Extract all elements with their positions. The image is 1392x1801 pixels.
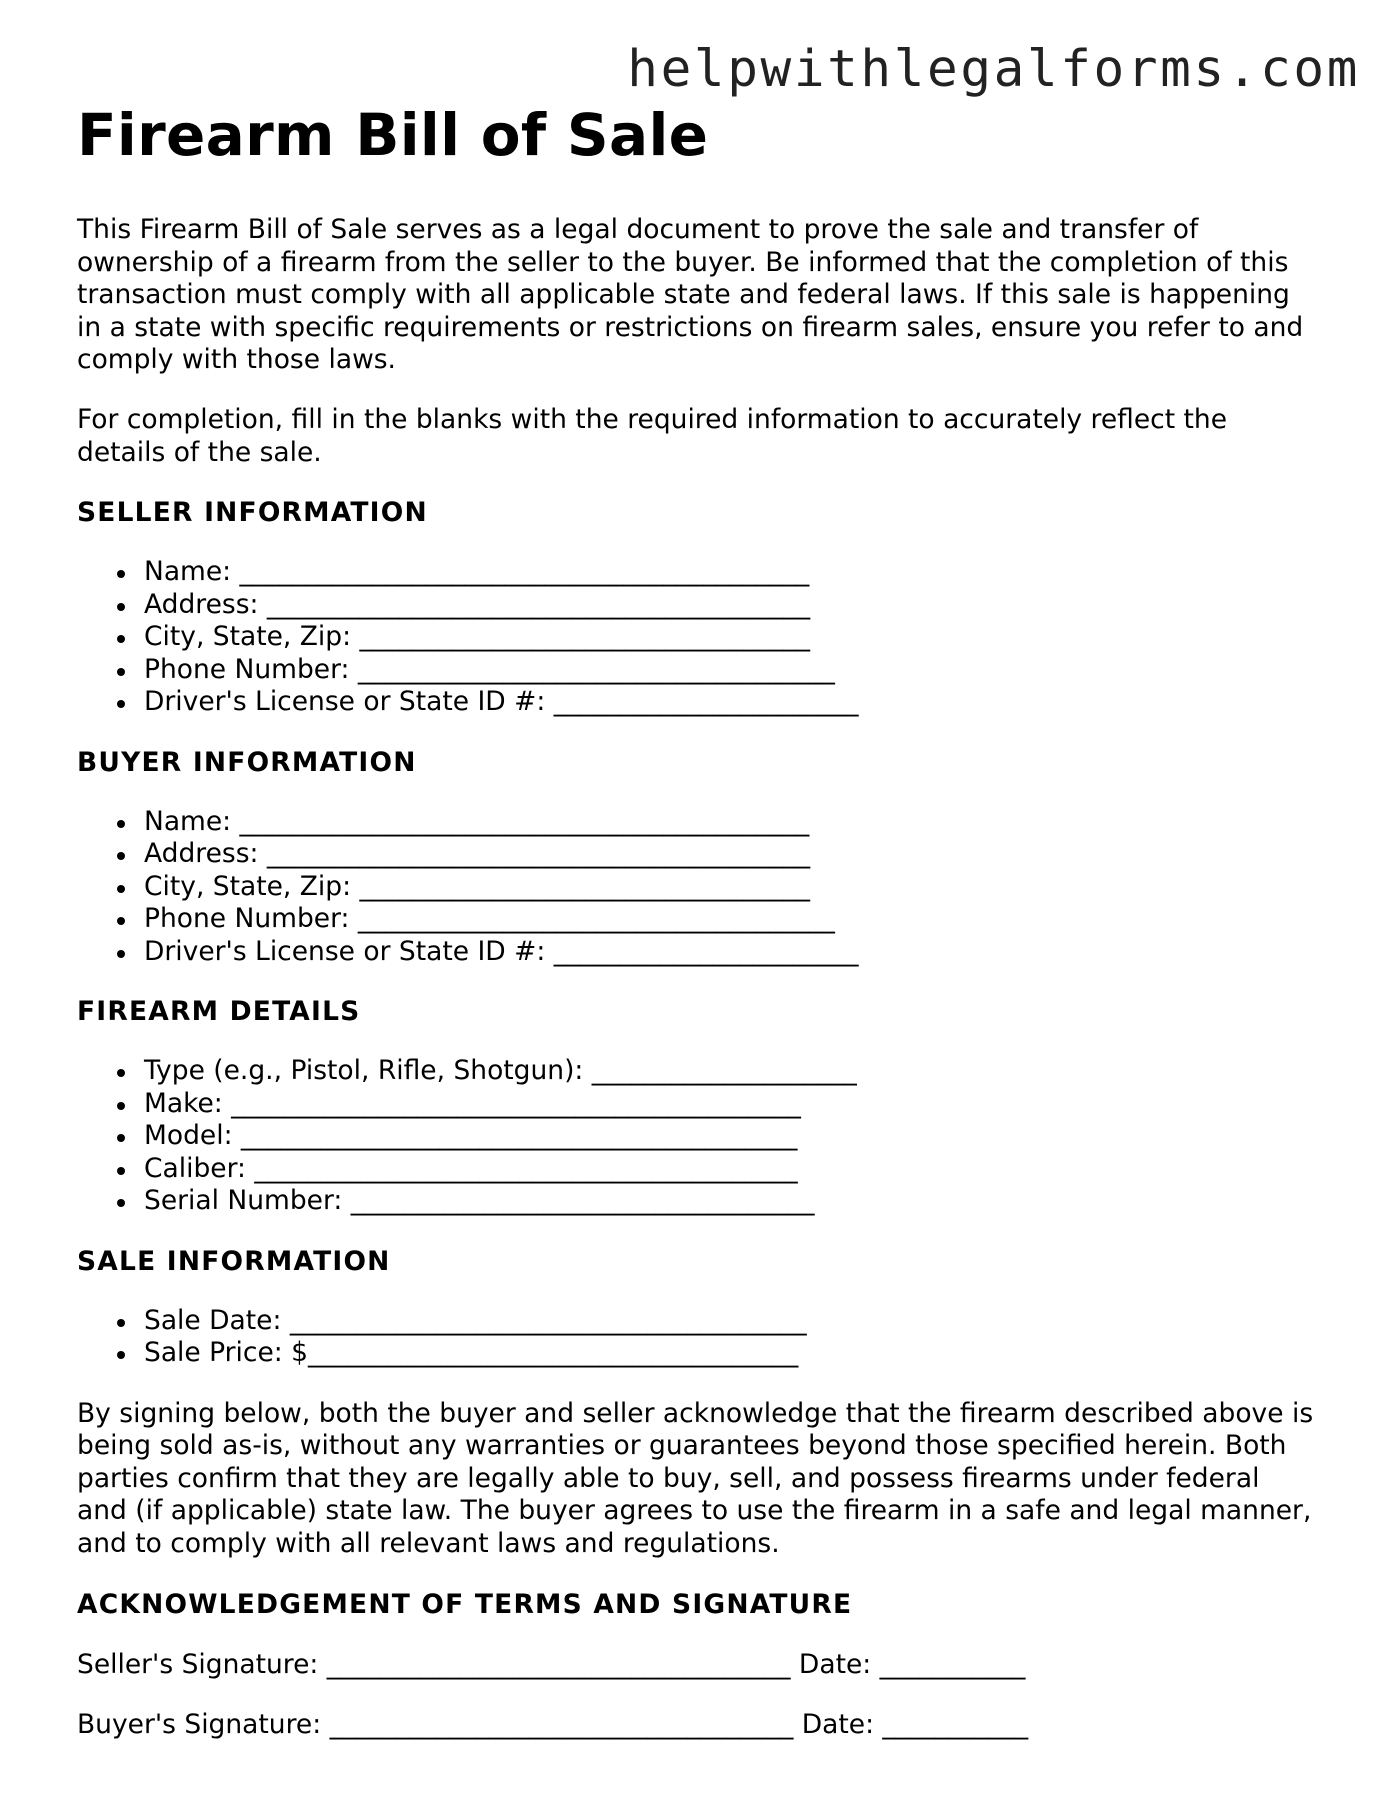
instructions-paragraph: For completion, fill in the blanks with the required information to accurately reflect the details of the sale. — [77, 403, 1228, 468]
seller-signature-line[interactable]: Seller's Signature: ___________________________________ Date: ___________ — [77, 1648, 1026, 1680]
firearm-heading: FIREARM DETAILS — [77, 996, 361, 1028]
buyer-heading: BUYER INFORMATION — [77, 746, 417, 778]
document-title: Firearm Bill of Sale — [77, 101, 709, 169]
firearm-model-field[interactable]: Model: __________________________________________ — [144, 1120, 1327, 1153]
buyer-license-field[interactable]: Driver's License or State ID #: _______________________ — [144, 936, 1327, 969]
seller-list — [77, 556, 1327, 719]
seller-address-field[interactable]: Address: _________________________________________ — [144, 589, 1327, 622]
firearm-caliber-field[interactable]: Caliber: _________________________________________ — [144, 1153, 1327, 1186]
buyer-city-state-zip-field[interactable]: City, State, Zip: __________________________________ — [144, 871, 1327, 904]
signature-heading: ACKNOWLEDGEMENT OF TERMS AND SIGNATURE — [77, 1588, 853, 1620]
buyer-address-field[interactable]: Address: _________________________________________ — [144, 838, 1327, 871]
firearm-serial-field[interactable]: Serial Number: ___________________________________ — [144, 1185, 1327, 1218]
seller-heading: SELLER INFORMATION — [77, 497, 428, 529]
firearm-make-field[interactable]: Make: ___________________________________________ — [144, 1088, 1327, 1121]
buyer-list — [77, 806, 1327, 969]
sale-heading: SALE INFORMATION — [77, 1245, 391, 1277]
watermark: helpwithlegalforms.com — [627, 40, 1360, 99]
sale-list — [77, 1305, 1327, 1370]
firearm-type-field[interactable]: Type (e.g., Pistol, Rifle, Shotgun): ____________________ — [144, 1055, 1327, 1088]
buyer-name-field[interactable]: Name: ___________________________________________ — [144, 806, 1327, 839]
seller-name-field[interactable]: Name: ___________________________________________ — [144, 556, 1327, 589]
buyer-signature-line[interactable]: Buyer's Signature: ___________________________________ Date: ___________ — [77, 1708, 1029, 1740]
acknowledgement-paragraph: By signing below, both the buyer and seller acknowledge that the firearm described above is being sold as-is, without any warranties or guarantees beyond those specified herein. Both parties confirm that they are legally able to buy, sell, and possess firearms under federal and (if applicable) state law. The buyer agrees to use the firearm in a safe and legal manner, and to comply with all relevant laws and regulations. — [77, 1397, 1314, 1560]
seller-phone-field[interactable]: Phone Number: ____________________________________ — [144, 654, 1327, 687]
sale-price-field[interactable]: Sale Price: $_____________________________________ — [144, 1337, 1327, 1370]
sale-date-field[interactable]: Sale Date: _______________________________________ — [144, 1305, 1327, 1338]
firearm-list — [77, 1055, 1327, 1218]
intro-paragraph: This Firearm Bill of Sale serves as a legal document to prove the sale and transfer of ownership of a firearm from the seller to the buyer. Be informed that the completion of this transaction must comply with all applicable state and federal laws. If this sale is happening in a state with specific requirements or restrictions on firearm sales, ensure you refer to and comply with those laws. — [77, 214, 1304, 376]
buyer-phone-field[interactable]: Phone Number: ____________________________________ — [144, 903, 1327, 936]
seller-license-field[interactable]: Driver's License or State ID #: _______________________ — [144, 686, 1327, 719]
seller-city-state-zip-field[interactable]: City, State, Zip: __________________________________ — [144, 621, 1327, 654]
document-page — [77, 95, 1327, 1741]
